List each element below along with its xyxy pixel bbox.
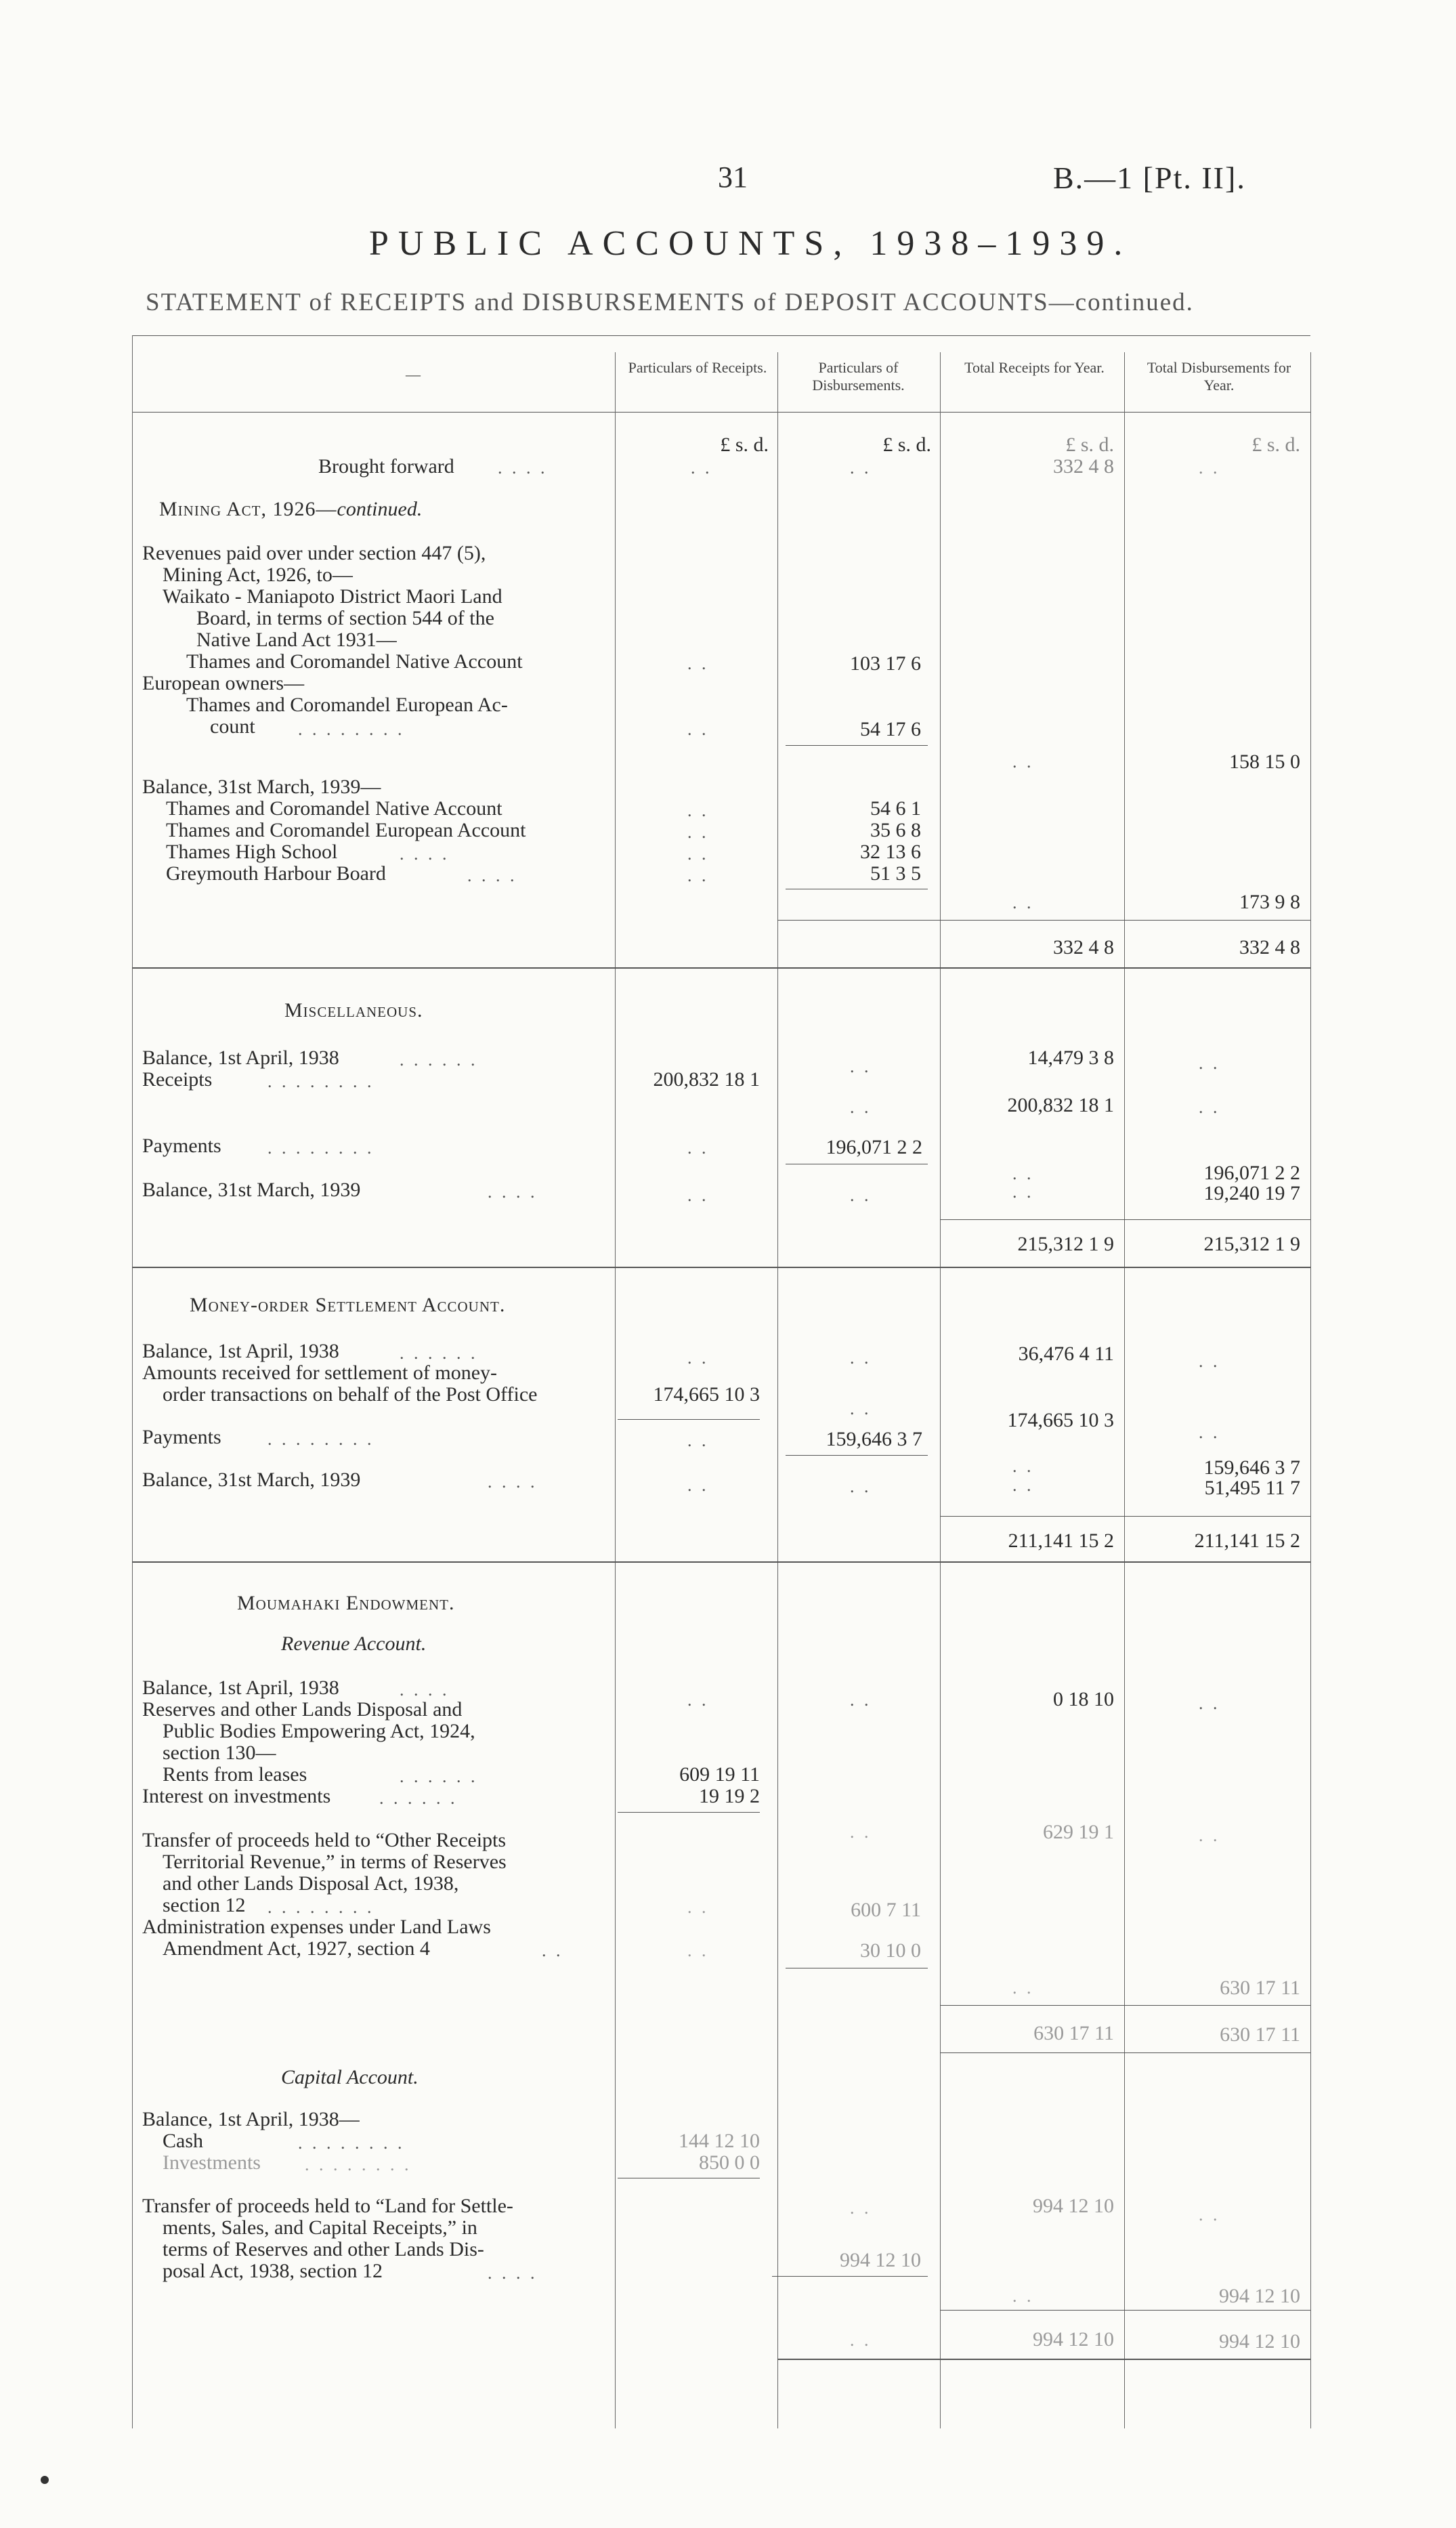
leader-dots: . . (1199, 1826, 1220, 1845)
mou-rev-disb-total: 630 17 11 (1220, 1977, 1300, 1999)
rents-label: Rents from leases (163, 1763, 307, 1786)
section-heading-miscellaneous: Miscellaneous. (284, 999, 423, 1021)
col-border-right (1310, 352, 1311, 2428)
mo-amounts-amount: 174,665 10 3 (653, 1383, 760, 1406)
transfer-amount: 600 7 11 (851, 1899, 921, 1921)
rule (777, 2359, 1310, 2360)
mo-payments-total: 159,646 3 7 (1203, 1456, 1300, 1479)
european-owners-label: European owners— (142, 672, 305, 694)
mo-balance-open-amount: 36,476 4 11 (1018, 1343, 1114, 1365)
rents-amount: 609 19 11 (679, 1763, 760, 1786)
col-border-1 (615, 352, 616, 2428)
cash-amount: 144 12 10 (679, 2130, 760, 2152)
leader-dots: . . . . (488, 2263, 538, 2283)
admin-amount: 30 10 0 (860, 1939, 921, 1962)
revenues-line-2: Mining Act, 1926, to— (163, 564, 353, 586)
leader-dots: . . . . (498, 458, 548, 478)
mou-rev-total-disbursements: 630 17 11 (1220, 2023, 1300, 2046)
leader-dots: . . (850, 1185, 872, 1205)
mo-balance-close-label: Balance, 31st March, 1939 (142, 1469, 361, 1491)
header-bottom-rule (132, 412, 1310, 413)
mo-amounts-line-1: Amounts received for settlement of money- (142, 1362, 498, 1384)
section-heading-moumahaki: Moumahaki Endowment. (237, 1592, 455, 1614)
leader-dots: . . . . . . . . (298, 2133, 405, 2153)
misc-payments-amount: 196,071 2 2 (826, 1136, 922, 1158)
balance-item-amount: 32 13 6 (860, 841, 921, 863)
rule (940, 2005, 1310, 2006)
balance-heading: Balance, 31st March, 1939— (142, 776, 381, 798)
mo-balance-open-label: Balance, 1st April, 1938 (142, 1340, 339, 1362)
cash-label: Cash (163, 2130, 203, 2152)
mou-balance-open-label: Balance, 1st April, 1938 (142, 1677, 339, 1699)
cap-transfer-amount: 994 12 10 (840, 2249, 921, 2271)
revenue-account-heading: Revenue Account. (281, 1632, 427, 1655)
mining-total-receipts: 332 4 8 (1053, 936, 1114, 958)
misc-receipts-total: 200,832 18 1 (1007, 1094, 1114, 1116)
col-border-left (132, 335, 133, 2428)
leader-dots: . . . . . . (400, 1343, 478, 1363)
leader-dots: . . . . . . (379, 1788, 458, 1808)
leader-dots: . . (1012, 1456, 1034, 1476)
balance-item-label: Thames and Coromandel Native Account (166, 797, 502, 820)
leader-dots: . . . . (400, 1680, 450, 1700)
leader-dots: . . . . . . (400, 1050, 478, 1070)
thames-european-amount: 54 17 6 (860, 718, 921, 740)
section-heading-mining: Mining Act, 1926—continued. (159, 498, 423, 520)
mo-total-receipts: 211,141 15 2 (1008, 1530, 1114, 1552)
section-divider (132, 1561, 1310, 1563)
leader-dots: . . (1012, 752, 1034, 772)
leader-dots: . . (687, 1690, 709, 1710)
transfer-line-1: Transfer of proceeds held to “Other Receipts (142, 1829, 507, 1851)
leader-dots: . . (1199, 1693, 1220, 1713)
leader-dots: . . (850, 1477, 872, 1496)
section-divider (132, 1267, 1310, 1268)
leader-dots: . . (687, 1431, 709, 1450)
mo-payments-label: Payments (142, 1426, 221, 1448)
rule (940, 1219, 1310, 1220)
mo-balance-close-amount: 51,495 11 7 (1204, 1477, 1300, 1499)
leader-dots: . . (850, 1348, 872, 1368)
mou-rev-receipts-total: 629 19 1 (1043, 1821, 1114, 1843)
balance-item-amount: 35 6 8 (870, 819, 921, 841)
mo-total-disbursements: 211,141 15 2 (1194, 1530, 1300, 1552)
cap-transfer-line-3: terms of Reserves and other Lands Dis- (163, 2238, 484, 2260)
leader-dots: . . (1199, 1351, 1220, 1371)
balance-item-label: Thames and Coromandel European Account (166, 819, 526, 841)
mining-balance-total: 173 9 8 (1239, 891, 1300, 913)
document-reference: B.—1 [Pt. II]. (1053, 161, 1246, 195)
misc-total-receipts: 215,312 1 9 (1017, 1233, 1114, 1255)
misc-balance-close-amount: 19,240 19 7 (1203, 1182, 1300, 1204)
leader-dots: . . . . . . . . (298, 719, 405, 739)
balance-item-amount: 54 6 1 (870, 797, 921, 820)
section-divider (132, 967, 1310, 969)
thames-native-label: Thames and Coromandel Native Account (186, 650, 523, 673)
leader-dots: . . . . . . . . (267, 1072, 374, 1091)
units-total-disbursements: £ s. d. (1251, 434, 1300, 456)
leader-dots: . . (687, 1348, 709, 1368)
cap-balance-label: Balance, 1st April, 1938— (142, 2108, 360, 2130)
leader-dots: . . (1199, 1423, 1220, 1442)
mining-total-disbursements: 332 4 8 (1239, 936, 1300, 958)
rule (777, 920, 1310, 921)
mo-amounts-total: 174,665 10 3 (1007, 1409, 1114, 1431)
balance-item-amount: 51 3 5 (870, 862, 921, 885)
leader-dots: . . . . . . (400, 1767, 478, 1786)
thames-european-line-2: count (210, 715, 255, 738)
mo-amounts-line-2: order transactions on behalf of the Post Office (163, 1383, 538, 1406)
rule (772, 2276, 928, 2277)
rule (618, 1812, 760, 1813)
leader-dots: . . (687, 822, 709, 842)
transfer-line-3: and other Lands Disposal Act, 1938, (163, 1872, 459, 1895)
waikato-line-3: Native Land Act 1931— (196, 629, 397, 651)
page-title: PUBLIC ACCOUNTS, 1938–1939. (369, 224, 1132, 263)
admin-line-2: Amendment Act, 1927, section 4 (163, 1937, 430, 1960)
capital-account-heading: Capital Account. (281, 2066, 419, 2088)
col-header-total-disbursements: Total Disbursements for Year. (1147, 359, 1291, 394)
interest-label: Interest on investments (142, 1785, 331, 1807)
col-header-blank: — (406, 366, 421, 383)
waikato-line-1: Waikato - Maniapoto District Maori Land (163, 585, 502, 608)
leader-dots: . . (850, 458, 872, 478)
rule (940, 2052, 1310, 2053)
leader-dots: . . (850, 1822, 872, 1842)
transfer-line-2: Territorial Revenue,” in terms of Reserves (163, 1851, 507, 1873)
leader-dots: . . . . (488, 1182, 538, 1202)
leader-dots: . . (687, 719, 709, 739)
leader-dots: . . (850, 2330, 872, 2350)
units-disbursements: £ s. d. (882, 434, 931, 456)
rule (786, 1455, 928, 1456)
misc-payments-total: 196,071 2 2 (1203, 1162, 1300, 1184)
revenues-line-1: Revenues paid over under section 447 (5), (142, 542, 486, 564)
mo-payments-amount: 159,646 3 7 (826, 1428, 922, 1450)
thames-european-line-1: Thames and Coromandel European Ac- (186, 694, 508, 716)
misc-receipts-amount: 200,832 18 1 (653, 1068, 760, 1091)
rule (940, 2310, 1310, 2311)
admin-line-1: Administration expenses under Land Laws (142, 1916, 491, 1938)
leader-dots: . . (850, 1399, 872, 1418)
leader-dots: . . . . (467, 866, 517, 885)
leader-dots: . . . . (400, 844, 450, 864)
balance-item-label: Thames High School (166, 841, 338, 863)
cap-total-receipts: 994 12 10 (1033, 2328, 1114, 2351)
leader-dots: . . (1199, 2205, 1220, 2225)
section-heading-money-order: Money-order Settlement Account. (190, 1294, 506, 1316)
leader-dots: . . (691, 458, 712, 478)
misc-total-disbursements: 215,312 1 9 (1203, 1233, 1300, 1255)
leader-dots: . . (687, 1138, 709, 1158)
leader-dots: . . (687, 1185, 709, 1205)
cap-receipts-total: 994 12 10 (1033, 2195, 1114, 2217)
investments-amount: 850 0 0 (699, 2151, 760, 2174)
reserves-line-1: Reserves and other Lands Disposal and (142, 1698, 463, 1721)
leader-dots: . . (687, 1475, 709, 1495)
col-border-2 (777, 352, 778, 2428)
col-header-total-receipts: Total Receipts for Year. (964, 359, 1105, 376)
leader-dots: . . (687, 1897, 709, 1917)
brought-forward-amount: 332 4 8 (1053, 455, 1114, 478)
leader-dots: . . (1012, 1182, 1034, 1202)
leader-dots: . . . . . . . . (305, 2155, 412, 2174)
units-receipts: £ s. d. (720, 434, 769, 456)
misc-balance-open-label: Balance, 1st April, 1938 (142, 1047, 339, 1069)
leader-dots: . . . . . . . . (267, 1429, 374, 1449)
leader-dots: . . (687, 866, 709, 885)
cap-total-disbursements: 994 12 10 (1219, 2330, 1300, 2353)
cap-transfer-line-1: Transfer of proceeds held to “Land for Settle- (142, 2195, 513, 2217)
leader-dots: . . . . . . . . (267, 1138, 374, 1158)
misc-payments-label: Payments (142, 1135, 221, 1157)
leader-dots: . . (687, 654, 709, 673)
leader-dots: . . (1199, 1053, 1220, 1073)
table-top-rule (132, 335, 1310, 336)
waikato-line-2: Board, in terms of section 544 of the (196, 607, 494, 629)
mining-subtotal-disbursements: 158 15 0 (1229, 751, 1300, 773)
leader-dots: . . (687, 801, 709, 820)
brought-forward-label: Brought forward (318, 455, 454, 478)
cap-disb-total: 994 12 10 (1219, 2285, 1300, 2307)
leader-dots: . . (1199, 458, 1220, 478)
col-header-disbursements: Particulars of Disbursements. (812, 359, 905, 394)
rule (940, 1516, 1310, 1517)
investments-label: Investments (163, 2151, 261, 2174)
statement-subtitle: STATEMENT of RECEIPTS and DISBURSEMENTS of DEPOSIT ACCOUNTS—continued. (146, 289, 1194, 316)
mou-rev-total-receipts: 630 17 11 (1033, 2022, 1114, 2044)
interest-amount: 19 19 2 (699, 1785, 760, 1807)
leader-dots: . . (687, 844, 709, 864)
leader-dots: . . (1012, 2286, 1034, 2306)
misc-balance-open-amount: 14,479 3 8 (1027, 1047, 1114, 1069)
reserves-line-3: section 130— (163, 1742, 276, 1764)
leader-dots: . . (850, 1097, 872, 1117)
leader-dots: . . (850, 1057, 872, 1076)
cap-transfer-line-4: posal Act, 1938, section 12 (163, 2260, 383, 2282)
misc-balance-close-label: Balance, 31st March, 1939 (142, 1179, 361, 1201)
misc-receipts-label: Receipts (142, 1068, 213, 1091)
balance-item-label: Greymouth Harbour Board (166, 862, 386, 885)
leader-dots: . . (1012, 893, 1034, 912)
rule (618, 1419, 760, 1420)
leader-dots: . . (1012, 1475, 1034, 1495)
leader-dots: . . . . . . . . (267, 1897, 374, 1917)
units-total-receipts: £ s. d. (1065, 434, 1114, 456)
reserves-line-2: Public Bodies Empowering Act, 1924, (163, 1720, 475, 1742)
leader-dots: . . (850, 1690, 872, 1710)
leader-dots: . . (1199, 1097, 1220, 1117)
leader-dots: . . (687, 1941, 709, 1960)
page-number: 31 (718, 161, 748, 194)
rule (786, 745, 928, 746)
margin-speck (41, 2476, 49, 2484)
col-border-4 (1124, 352, 1125, 2428)
col-border-3 (940, 352, 941, 2428)
leader-dots: . . (850, 2198, 872, 2218)
cap-transfer-line-2: ments, Sales, and Capital Receipts,” in (163, 2216, 477, 2239)
leader-dots: . . (1012, 1978, 1034, 1998)
mou-balance-open-amount: 0 18 10 (1053, 1688, 1114, 1710)
leader-dots: . . . . (488, 1472, 538, 1492)
leader-dots: . . (1012, 1164, 1034, 1183)
col-header-receipts: Particulars of Receipts. (628, 359, 767, 376)
transfer-line-4: section 12 (163, 1894, 246, 1916)
thames-native-amount: 103 17 6 (850, 652, 921, 675)
leader-dots: . . (542, 1941, 563, 1960)
